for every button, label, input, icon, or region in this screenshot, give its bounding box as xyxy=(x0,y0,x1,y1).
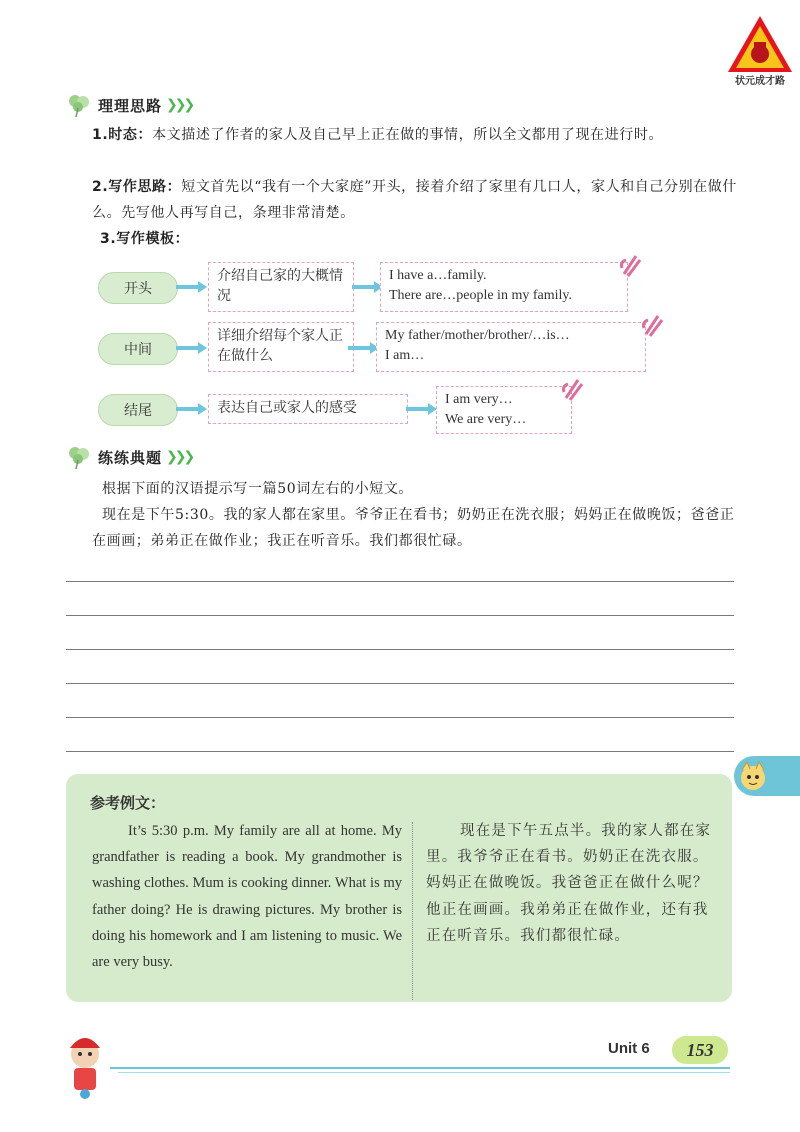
arrow-right-icon xyxy=(404,402,438,416)
opening-en-line2: There are…people in my family. xyxy=(389,288,572,303)
template-label: 3.写作模板： xyxy=(100,231,190,247)
writing-line[interactable] xyxy=(66,683,734,684)
middle-en-line2: I am… xyxy=(385,348,425,363)
footer-line-thin xyxy=(118,1072,730,1073)
arrow-right-icon xyxy=(174,280,208,294)
mascot-face-icon xyxy=(738,760,768,792)
tense-paragraph xyxy=(92,122,744,148)
ending-en-line1: I am very… xyxy=(445,392,513,407)
paperclip-icon xyxy=(618,252,642,280)
writing-line[interactable] xyxy=(66,649,734,650)
ending-en-box xyxy=(436,386,572,434)
double-chevron-icon: ❯❯❯ xyxy=(166,97,193,113)
stage-oval-opening: 开头 xyxy=(98,272,178,304)
middle-en-box xyxy=(376,322,646,372)
arrow-right-icon xyxy=(174,402,208,416)
tense-text: 本文描述了作者的家人及自己早上正在做的事情，所以全文都用了现在进行时。 xyxy=(152,127,664,143)
prompt-content: 现在是下午5:30。我的家人都在家里。爷爷正在看书；奶奶正在洗衣服；妈妈正在做晚饭；爸爸正在画画；弟弟正在做作业；我正在听音乐。我们都很忙碌。 xyxy=(92,507,735,549)
middle-cn-box: 详细介绍每个家人正在做什么 xyxy=(208,322,354,372)
opening-cn-box: 介绍自己家的大概情况 xyxy=(208,262,354,312)
instruction-text: 根据下面的汉语提示写一篇50词左右的小短文。 xyxy=(102,481,414,497)
section-title: 练练典题 xyxy=(98,448,163,467)
writing-idea-text: 短文首先以“我有一个大家庭”开头，接着介绍了家里有几口人，家人和自己分别在做什么。先写他人再写自己，条理非常清楚。 xyxy=(92,179,737,221)
template-heading xyxy=(100,226,189,252)
mascot-character-icon xyxy=(50,1030,120,1100)
middle-en-line1: My father/mother/brother/…is… xyxy=(385,328,570,343)
paperclip-icon xyxy=(640,312,664,340)
page-number: 153 xyxy=(672,1036,728,1064)
arrow-right-icon xyxy=(174,341,208,355)
arrow-right-icon xyxy=(350,280,384,294)
footer-line xyxy=(110,1067,730,1069)
opening-en-box xyxy=(380,262,628,312)
logo-text: 状元成才路 xyxy=(735,76,785,87)
double-chevron-icon: ❯❯❯ xyxy=(166,449,193,465)
reference-english-text: It’s 5:30 p.m. My family are all at home. My grandfather is reading a book. My grandmother is washing clothes. Mum is cooking dinner. What is my father doing? He is drawing pictures. My brother is doing his homework and I am listening to music. We are very busy. xyxy=(92,823,402,971)
section-header-practice xyxy=(66,444,192,470)
opening-en-line1: I have a…family. xyxy=(389,268,487,283)
reference-chinese-text: 现在是下午五点半。我的家人都在家里。我爷爷正在看书。奶奶正在洗衣服。妈妈正在做晚饭。我爸爸正在做什么呢？他正在画画。我弟弟正在做作业，还有我正在听音乐。我们都很忙碌。 xyxy=(426,823,712,944)
writing-idea-paragraph xyxy=(92,174,744,226)
ending-cn-box: 表达自己或家人的感受 xyxy=(208,394,408,424)
reference-english xyxy=(92,818,402,975)
writing-line[interactable] xyxy=(66,615,734,616)
writing-line[interactable] xyxy=(66,581,734,582)
paperclip-icon xyxy=(560,376,584,404)
section-title: 理理思路 xyxy=(98,96,163,115)
writing-idea-label: 2.写作思路： xyxy=(92,179,182,195)
writing-line[interactable] xyxy=(66,751,734,752)
stage-oval-ending: 结尾 xyxy=(98,394,178,426)
ending-en-line2: We are very… xyxy=(445,412,527,427)
unit-label: Unit 6 xyxy=(608,1040,650,1057)
writing-line[interactable] xyxy=(66,717,734,718)
reference-title: 参考例文： xyxy=(90,794,166,812)
arrow-right-icon xyxy=(346,341,380,355)
reference-chinese xyxy=(426,818,716,949)
stage-oval-middle: 中间 xyxy=(98,333,178,365)
tense-label: 1.时态： xyxy=(92,127,153,143)
clover-icon xyxy=(66,444,92,470)
reference-divider xyxy=(412,822,413,1000)
clover-icon xyxy=(66,92,92,118)
prompt-text xyxy=(92,502,744,554)
section-header-thinking xyxy=(66,92,192,118)
